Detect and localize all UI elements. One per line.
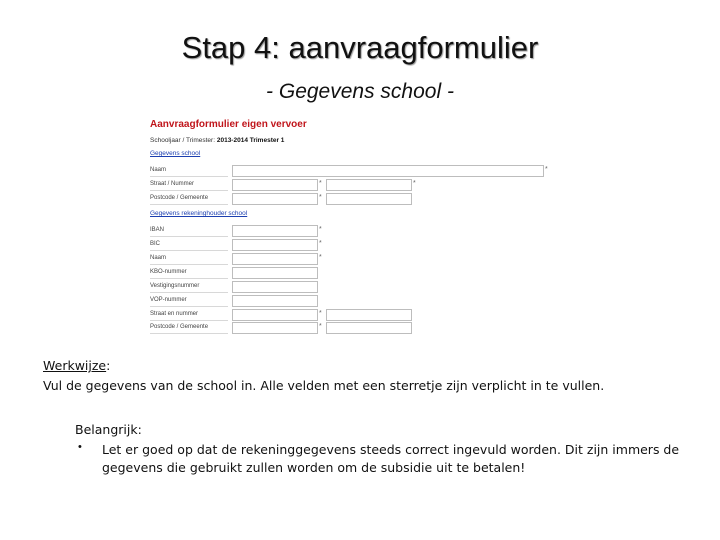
form-screenshot [148,117,558,335]
required-marker: * [319,240,322,247]
werkwijze-heading [43,358,110,373]
required-marker: * [319,226,322,233]
form-row-account-postcode [148,322,558,334]
field-label: Naam [150,165,228,177]
field-label: KBO-nummer [150,267,228,279]
account-naam-input[interactable] [232,253,318,265]
account-postcode-input[interactable] [232,322,318,334]
school-gemeente-input[interactable] [326,193,412,205]
bic-input[interactable] [232,239,318,251]
field-label: Postcode / Gemeente [150,193,228,205]
field-label: IBAN [150,225,228,237]
werkwijze-heading-colon: : [106,358,111,373]
iban-input[interactable] [232,225,318,237]
section-account-heading: Gegevens rekeninghouder school [150,210,248,217]
school-postcode-input[interactable] [232,193,318,205]
form-row-account-straat [148,309,558,321]
form-row-account-naam [148,253,558,265]
school-nummer-input[interactable] [326,179,412,191]
slide-subtitle: - Gegevens school - [266,80,454,103]
kbo-input[interactable] [232,267,318,279]
form-row-vop [148,295,558,307]
required-marker: * [319,194,322,201]
required-marker: * [319,310,322,317]
bullet-icon: • [78,441,82,453]
field-label: Naam [150,253,228,265]
required-marker: * [413,180,416,187]
school-year-line [150,137,284,144]
required-marker: * [319,323,322,330]
form-row-school-straat [148,179,558,191]
form-row-school-naam [148,165,558,177]
field-label: VOP-nummer [150,295,228,307]
account-straat-input[interactable] [232,309,318,321]
slide-title: Stap 4: aanvraagformulier [181,30,539,65]
school-year-value: 2013-2014 Trimester 1 [216,137,285,144]
important-heading: Belangrijk: [75,422,142,437]
field-label: Straat / Nummer [150,179,228,191]
form-row-vestiging [148,281,558,293]
required-marker: * [319,180,322,187]
field-label: Straat en nummer [150,309,228,321]
required-marker: * [545,166,548,173]
account-nummer-input[interactable] [326,309,412,321]
form-row-kbo [148,267,558,279]
required-marker: * [319,254,322,261]
vop-input[interactable] [232,295,318,307]
important-bullet-text: Let er goed op dat de rekeninggegevens steeds correct ingevuld worden. Dit zijn immers de gegevens die gebruikt zullen worden om de subsidie uit te betalen! [102,442,680,475]
form-title: Aanvraagformulier eigen vervoer [150,119,307,130]
school-straat-input[interactable] [232,179,318,191]
field-label: BIC [150,239,228,251]
field-label: Postcode / Gemeente [150,322,228,334]
form-row-iban [148,225,558,237]
vestiging-input[interactable] [232,281,318,293]
section-school-heading: Gegevens school [150,150,201,157]
school-year-label: Schooljaar / Trimester: [150,137,216,144]
form-row-school-postcode [148,193,558,205]
school-naam-input[interactable] [232,165,544,177]
werkwijze-text: Vul de gegevens van de school in. Alle velden met een sterretje zijn verplicht in te vullen. [43,378,605,393]
field-label: Vestigingsnummer [150,281,228,293]
form-row-bic [148,239,558,251]
account-gemeente-input[interactable] [326,322,412,334]
werkwijze-heading-text: Werkwijze [43,358,107,373]
